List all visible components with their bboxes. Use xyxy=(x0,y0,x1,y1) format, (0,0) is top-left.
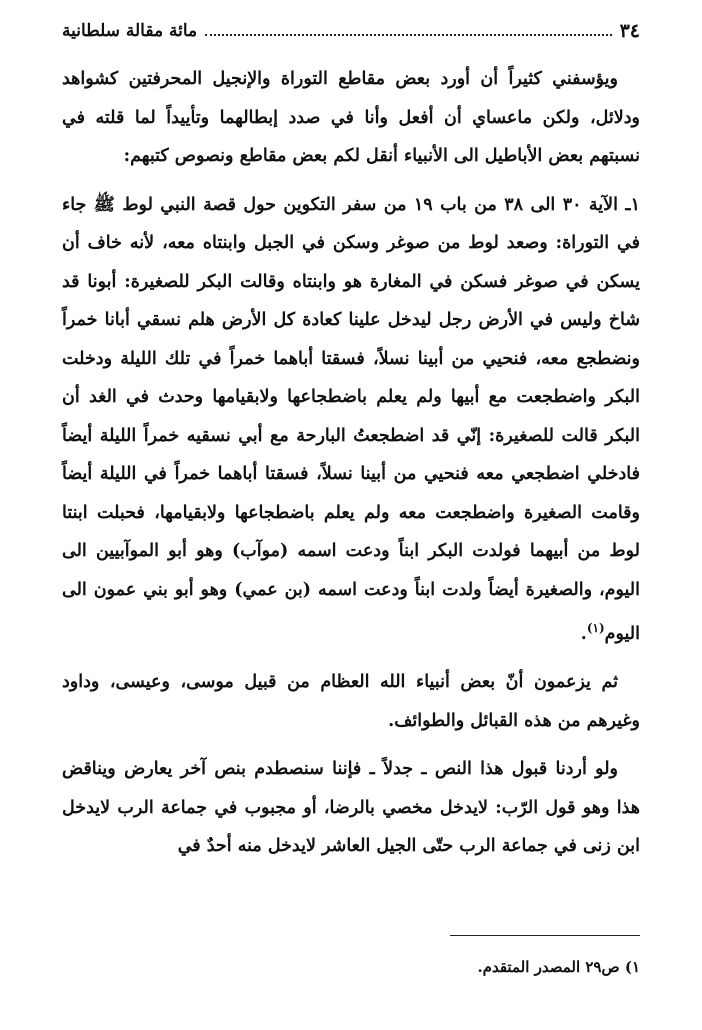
body-text xyxy=(62,60,640,876)
paragraph-claim: ثم يزعمون أنّ بعض أنبياء الله العظام من قبيل موسى، وعيسى، وداود وغيرهم من هذه القبائل والطوائف. xyxy=(62,672,640,731)
page-number: ٣٤ xyxy=(619,20,640,42)
paragraph-intro: ويؤسفني كثيراً أن أورد بعض مقاطع التوراة والإنجيل المحرفتين كشواهد ودلائل، ولكن ماعساي أن أفعل وأنا في صدد إبطالهما وتأييداً لما قلته في نسبتهم بعض الأباطيل الى الأنبياء أنقل لكم بعض مقاطع ونصوص كتبهم: xyxy=(62,69,640,166)
paragraph-quote: ١ـ الآية ٣٠ الى ٣٨ من باب ١٩ من سفر التكوين حول قصة النبي لوط ﷺ جاء في التوراة: وصعد لوط من صوغر وسكن في الجبل وابنتاه معه، لأنه خاف أن يسكن في صوغر فسكن في المغارة هو وابنتاه وقالت البكر للصغيرة: أبونا قد شاخ وليس في الأرض رجل ليدخل علينا كعادة كل الأرض هلم نسقي أبانا خمراً ونضطجع معه، فنحيي من أبينا نسلاً، فسقتا أباهما خمراً في تلك الليلة ودخلت البكر واضطجعت مع أبيها ولم يعلم باضطجاعها ولابقيامها وحدث في الغد أن البكر قالت للصغيرة: إنّي قد اضطجعتُ البارحة مع أبي نسقيه خمراً الليلة أيضاً فادخلي اضطجعي معه فنحيي من أبينا نسلاً، فسقتا أباهما خمراً في الليلة أيضاً وقامت الصغيرة واضطجعت معه ولم يعلم باضطجاعها ولابقيامها، فحبلت ابنتا لوط من أبيهما فولدت البكر ابناً ودعت اسمه (موآب) وهو أبو الموآبيين الى اليوم، والصغيرة أيضاً ولدت ابناً ودعت اسمه (بن عمي) وهو أبو بني عمون الى اليوم$^{(١)}$. xyxy=(62,194,640,644)
paragraph-argument: ولو أردنا قبول هذا النص ـ جدلاً ـ فإننا سنصطدم بنص آخر يعارض ويناقض هذا وهو قول الرّب: لايدخل مخصي بالرضا، أو مجبوب في جماعة الرب لايدخل ابن زنى في جماعة الرب حتّى الجيل العاشر لايدخل منه أحدٌ في xyxy=(62,759,640,857)
footnote: ١) ص٢٩ المصدر المتقدم. xyxy=(477,958,640,976)
book-title: مائة مقالة سلطانية xyxy=(62,21,198,41)
footnote-separator xyxy=(450,935,640,936)
quote-text: ١ـ الآية ٣٠ الى ٣٨ من باب ١٩ من سفر التكوين حول قصة النبي لوط ﷺ جاء في التوراة: وصعد لوط من صوغر وسكن في الجبل وابنتاه معه، لأنه خاف أن يسكن في صوغر فسكن في المغارة هو وابنتاه وقالت البكر للصغيرة: أبونا قد شاخ وليس في الأرض رجل ليدخل علينا كعادة كل الأرض هلم نسقي أبانا خمراً ونضطجع معه، فنحيي من أبينا نسلاً، فسقتا أباهما خمراً في تلك الليلة ودخلت البكر واضطجعت مع أبيها ولم يعلم باضطجاعها ولابقيامها وحدث في الغد أن البكر قالت للصغيرة: إنّي قد اضطجعتُ البارحة مع أبي نسقيه خمراً الليلة أيضاً فادخلي اضطجعي معه فنحيي من أبينا نسلاً، فسقتا أباهما خمراً في الليلة أيضاً وقامت الصغيرة واضطجعت معه ولم يعلم باضطجاعها ولابقيامها، فحبلت ابنتا لوط من أبيهما فولدت البكر ابناً ودعت اسمه (موآب) وهو أبو الموآبيين الى اليوم، والصغيرة أيضاً ولدت ابناً ودعت اسمه (بن عمي) وهو أبو بني عمون الى اليوم xyxy=(62,194,640,644)
header-dot-leader xyxy=(205,34,611,36)
running-header xyxy=(62,18,640,44)
footnote-marker: (١) xyxy=(586,621,605,635)
